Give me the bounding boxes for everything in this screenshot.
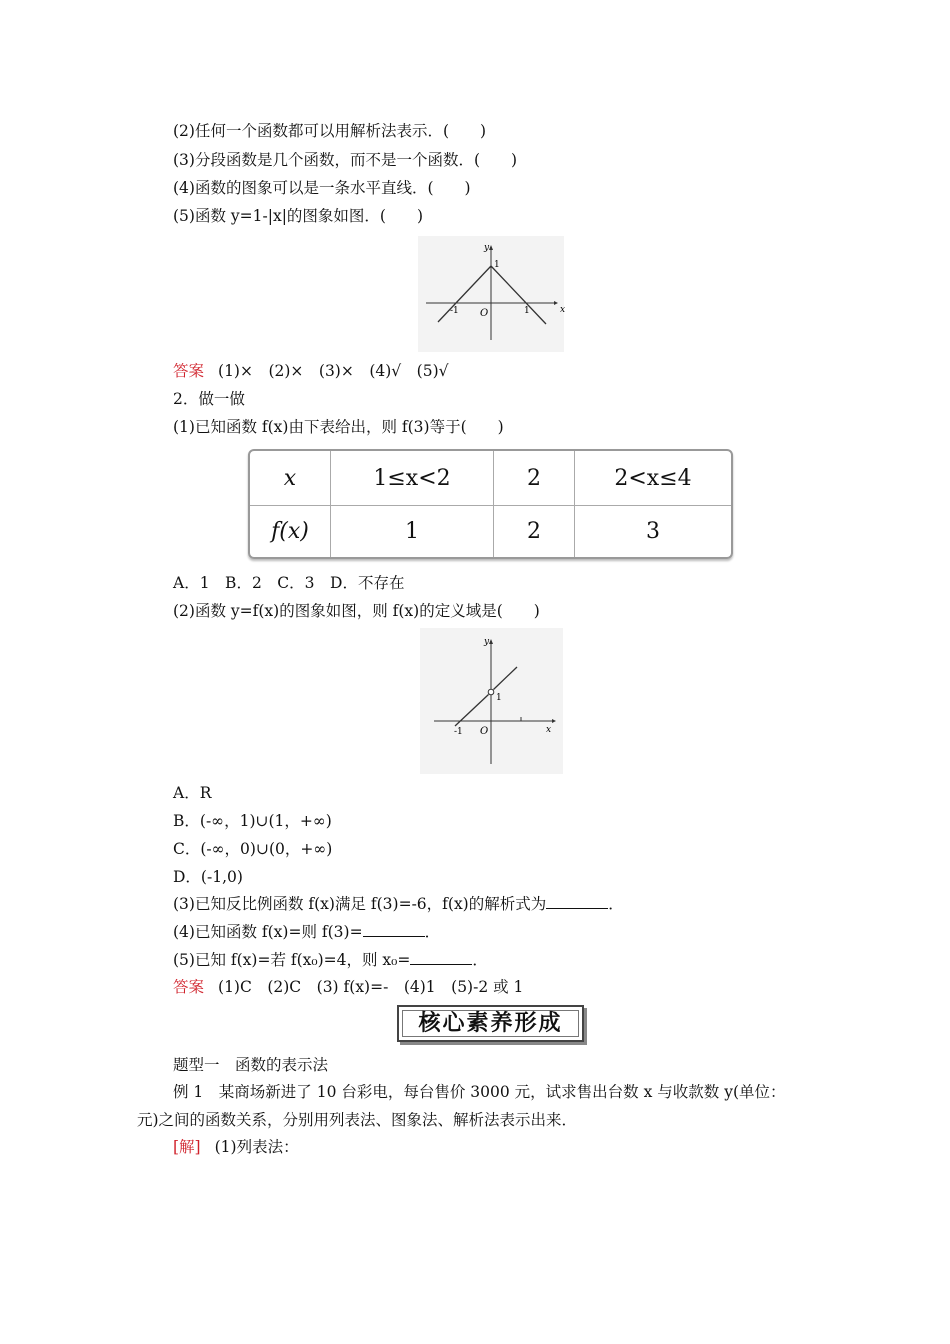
neg-one-label: -1 [450, 306, 459, 316]
answer-blank [363, 922, 425, 937]
problem-5 [173, 950, 488, 970]
answer-blank [410, 950, 472, 965]
solution-line [173, 1137, 299, 1157]
problem-3 [173, 894, 624, 914]
graph-abs-function [418, 236, 564, 352]
question-4: (4)函数的图象可以是一条水平直线．( ) [173, 179, 471, 197]
y-label: y [484, 637, 490, 647]
problem-2: (2)函数 y=f(x)的图象如图，则 f(x)的定义域是( ) [173, 602, 540, 620]
problem-1-options: A．1 B．2 C．3 D．不存在 [173, 574, 405, 592]
graph-linear-function [420, 628, 563, 774]
table-header: 2 [494, 451, 575, 506]
banner-title: 核心素养形成 [402, 1010, 579, 1037]
y-label: y [484, 243, 490, 253]
table-header: 1≤x<2 [331, 451, 494, 506]
period: ． [608, 895, 624, 913]
problem-4-text: (4)已知函数 f(x)=则 f(3)= [173, 923, 363, 941]
problem-1: (1)已知函数 f(x)由下表给出，则 f(3)等于( ) [173, 418, 504, 436]
question-2: (2)任何一个函数都可以用解析法表示．( ) [173, 122, 487, 140]
function-table [248, 449, 733, 559]
y-one-label: 1 [496, 693, 502, 703]
neg-one-label: -1 [454, 727, 463, 737]
x-label: x [560, 305, 566, 315]
problem-3-text: (3)已知反比例函数 f(x)满足 f(3)=-6，f(x)的解析式为 [173, 895, 547, 913]
topic-heading: 题型一 函数的表示法 [173, 1056, 329, 1074]
open-point [488, 689, 494, 695]
answer-label: 答案 [173, 362, 205, 380]
answer-2 [173, 977, 523, 997]
example-line-1: 例 1 某商场新进了 10 台彩电，每台售价 3000 元，试求售出台数 x 与收款数 y(单位： [173, 1083, 786, 1101]
section-banner [397, 1005, 584, 1042]
y-one-label: 1 [494, 260, 500, 270]
origin-label: O [480, 308, 489, 319]
table-cell: 3 [646, 519, 660, 544]
solution-label: [解] [173, 1138, 201, 1156]
answer-text: (1)C (2)C (3) f(x)=- (4)1 (5)-2 或 1 [218, 978, 524, 996]
table-header: x [250, 451, 331, 506]
period: ． [424, 923, 441, 941]
problem-5-text: (5)已知 f(x)=若 f(x₀)=4，则 x₀= [173, 951, 411, 969]
answer-1 [173, 361, 449, 381]
option-b: B．(-∞，1)∪(1，+∞) [173, 812, 332, 830]
question-3: (3)分段函数是几个函数，而不是一个函数．( ) [173, 151, 518, 169]
origin-label: O [480, 726, 489, 737]
answer-label: 答案 [173, 978, 205, 996]
answer-blank [546, 894, 608, 909]
option-d: D．(-1,0) [173, 868, 243, 886]
question-5: (5)函数 y=1-|x|的图象如图．( ) [173, 207, 424, 225]
x-one-label: 1 [524, 306, 530, 316]
table-cell: 1 [331, 506, 494, 557]
option-a: A．R [173, 784, 212, 802]
x-label: x [546, 725, 552, 735]
table-cell: f(x) [250, 506, 331, 557]
period: ． [472, 951, 488, 969]
answer-text: (1)× (2)× (3)× (4)√ (5)√ [218, 362, 449, 380]
problem-4 [173, 922, 440, 942]
section-heading: 2．做一做 [173, 390, 245, 408]
option-c: C．(-∞，0)∪(0，+∞) [173, 840, 333, 858]
table-cell: 2 [494, 506, 575, 557]
example-line-2: 元)之间的函数关系，分别用列表法、图象法、解析法表示出来． [137, 1111, 578, 1129]
solution-text: (1)列表法： [214, 1138, 299, 1156]
table-header: 2<x≤4 [575, 451, 731, 506]
